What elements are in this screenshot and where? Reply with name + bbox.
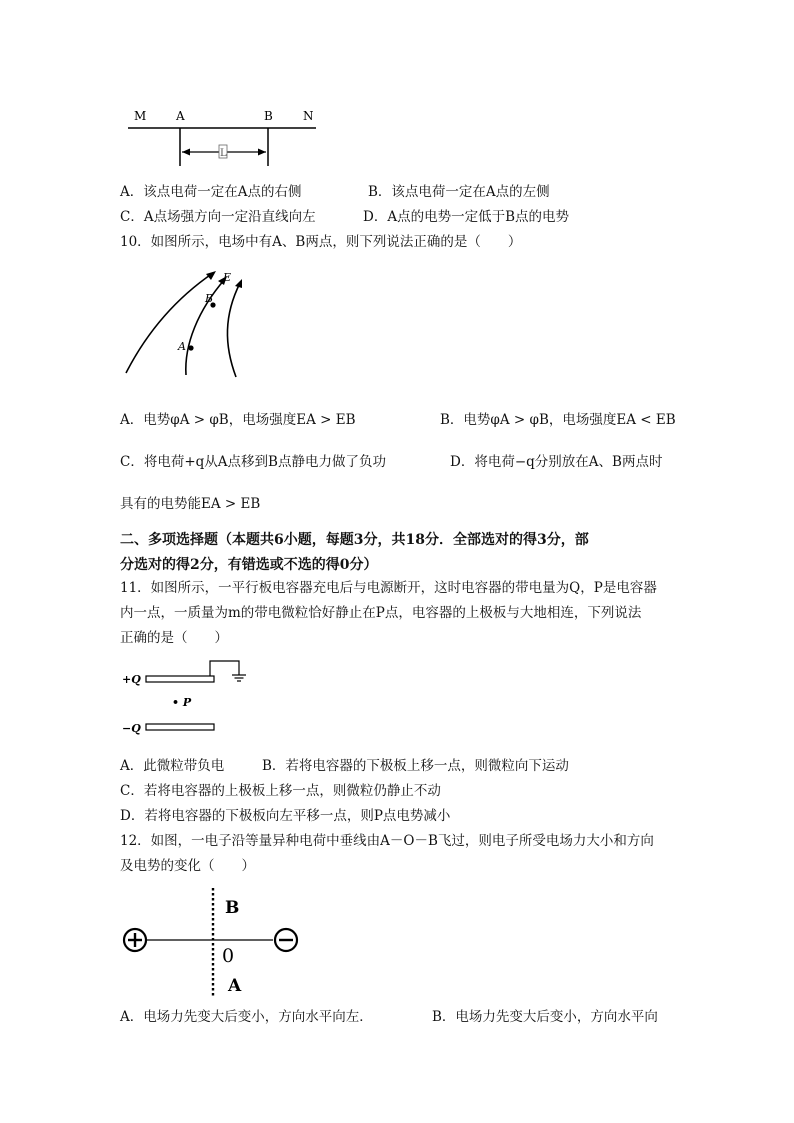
label-n: N (303, 109, 314, 123)
q10-option-a: A．电势φA > φB，电场强度EA > EB (120, 412, 356, 428)
q10-option-c: C．将电荷+q从A点移到B点静电力做了负功 (120, 454, 386, 470)
q12-option-b: B．电场力先变大后变小，方向水平向 (432, 1009, 658, 1025)
q9-option-d: D．A点的电势一定低于B点的电势 (363, 209, 569, 225)
arrowhead-right (258, 149, 266, 156)
q11-option-a: A．此微粒带负电 (120, 758, 225, 774)
label-b: B (264, 109, 273, 123)
q11-option-b: B．若将电容器的下极板上移一点，则微粒向下运动 (262, 758, 569, 774)
ground-wire (210, 661, 239, 676)
q11-stem-line3: 正确的是（ ） (120, 630, 228, 646)
figure-capacitor (118, 655, 258, 740)
label-a-axis: A (228, 976, 242, 996)
label-a: A (176, 109, 185, 123)
field-arrow-left (206, 271, 216, 280)
q9-option-c: C．A点场强方向一定沿直线向左 (120, 209, 316, 225)
q10-option-d-line2: 具有的电势能EA > EB (120, 496, 261, 512)
point-a (188, 345, 193, 350)
label-m: M (134, 109, 147, 123)
label-minus-q: −Q (122, 722, 141, 735)
figure-line-mn (120, 100, 330, 175)
label-point-p: • P (172, 696, 192, 709)
label-b-point: B (205, 292, 214, 305)
q10-stem: 10．如图所示，电场中有A、B两点，则下列说法正确的是（ ） (120, 234, 522, 250)
upper-plate (146, 676, 214, 682)
label-o: 0 (222, 945, 235, 967)
q12-stem-line2: 及电势的变化（ ） (120, 858, 255, 874)
figure-field-lines (118, 265, 258, 380)
section-2-heading-line2: 分选对的得2分，有错选或不选的得0分） (120, 557, 378, 573)
label-plus-q: +Q (122, 673, 141, 686)
q11-stem-line2: 内一点，一质量为m的带电微粒恰好静止在P点，电容器的上极板与大地相连，下列说法 (120, 605, 642, 621)
label-l: L (220, 148, 227, 159)
field-line-right (227, 283, 240, 377)
figure-dipole (118, 885, 308, 1000)
label-a-point: A (178, 340, 186, 353)
q10-option-d-line1: D．将电荷−q分别放在A、B两点时 (450, 454, 663, 470)
lower-plate (146, 724, 214, 730)
field-line-left (126, 273, 213, 373)
label-b-axis: B (225, 898, 240, 918)
q12-stem-line1: 12．如图，一电子沿等量异种电荷中垂线由A－O－B飞过，则电子所受电场力大小和方向 (120, 833, 654, 849)
q10-option-b: B．电势φA > φB，电场强度EA < EB (440, 412, 676, 428)
q11-option-d: D．若将电容器的下极板向左平移一点，则P点电势减小 (120, 808, 451, 824)
q11-option-c: C．若将电容器的上极板上移一点，则微粒仍静止不动 (120, 783, 441, 799)
field-arrow-right (235, 279, 242, 288)
label-e: E (223, 271, 232, 284)
q12-option-a: A．电场力先变大后变小，方向水平向左． (120, 1009, 373, 1025)
section-2-heading-line1: 二、多项选择题（本题共6小题，每题3分，共18分．全部选对的得3分，部 (120, 532, 589, 548)
q9-option-a: A．该点电荷一定在A点的右侧 (120, 184, 302, 200)
q9-option-b: B．该点电荷一定在A点的左侧 (368, 184, 550, 200)
arrowhead-left (182, 149, 190, 156)
q11-stem-line1: 11．如图所示，一平行板电容器充电后与电源断开，这时电容器的带电量为Q，P是电容器 (120, 580, 657, 596)
